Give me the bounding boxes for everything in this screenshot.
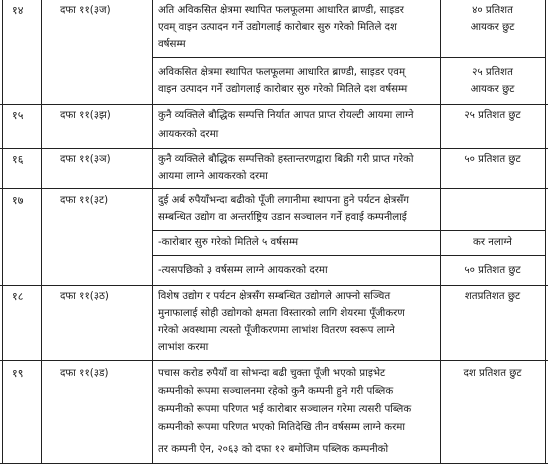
benefit-text: आयकर छुट — [470, 84, 515, 95]
serial-number: १६ — [12, 153, 24, 166]
section-ref: दफा ११(३ञ) — [60, 154, 111, 165]
benefit-text: ४० प्रतिशत — [472, 5, 513, 16]
benefit-text: २५ प्रतिशत — [472, 67, 513, 78]
description-line: मुनाफालाई सोही उद्योगको क्षमता विस्तारको लागि शेयरमा पूँजीकरण — [158, 308, 405, 319]
benefit-text: आयकर छुट — [470, 22, 515, 33]
description-line: तर कम्पनी ऐन, २०६३ को दफा १२ बमोजिम पब्लिक कम्पनीको — [158, 444, 389, 455]
serial-number: १४ — [12, 4, 24, 17]
section-ref: दफा ११(३ज) — [60, 5, 111, 16]
subrow-separator — [152, 230, 546, 231]
subrow-separator — [152, 57, 546, 58]
description-line: -कारोबार सुरु गरेको मितिले ५ वर्षसम्म — [158, 237, 299, 248]
row-separator — [0, 104, 548, 105]
description-line: कुनै व्यक्तिले बौद्धिक सम्पत्ति निर्यात आपत प्राप्त रोयल्टी आयमा लाग्ने — [158, 110, 414, 121]
description-line: सम्बन्धित उद्योग वा अन्तर्राष्ट्रिय उडान सञ्चालन गर्ने हवाई कम्पनीलाई — [158, 212, 407, 223]
description-line: -त्यसपछिको ३ वर्षसम्म लाग्ने आयकरको दरमा — [158, 265, 328, 276]
description-line: विशेष उद्योग र पर्यटन क्षेत्रसँग सम्बन्धित उद्योगले आफ्नो सञ्चित — [158, 291, 391, 302]
column-divider-sn — [41, 0, 42, 464]
description-line: पचास करोड रुपैयाँ वा सोभन्दा बढी चुक्ता पूँजी भएको प्राइभेट — [158, 368, 386, 379]
row-separator — [0, 285, 548, 286]
benefit-text: कर नलाग्ने — [473, 237, 512, 248]
description-line: वाइन उत्पादन गर्ने उद्योगलाई कारोबार सुरु गरेको मितिले दश वर्षसम्म — [158, 84, 408, 95]
serial-number: १७ — [12, 194, 24, 207]
table-border-left — [2, 0, 3, 464]
row-separator — [0, 148, 548, 149]
serial-number: १५ — [12, 109, 24, 122]
subrow-separator — [152, 255, 546, 256]
description-line: कम्पनीको रूपमा परिणत भएको मितिदेखि तीन वर्षसम्म लाग्ने करमा — [158, 422, 405, 433]
description-line: कम्पनीको रूपमा सञ्चालनमा रहेको कुनै कम्पनी हुने गरी पब्लिक — [158, 386, 394, 397]
benefit-text: ५० प्रतिशत छुट — [464, 265, 521, 276]
section-ref: दफा ११(३ड) — [60, 368, 109, 379]
description-line: कम्पनीको रूपमा परिणत भई कारोबार सञ्चालन गरेमा त्यसरी पब्लिक — [158, 404, 412, 415]
benefit-text: दश प्रतिशत छुट — [463, 368, 522, 379]
section-ref: दफा ११(३ठ) — [60, 291, 109, 302]
description-line: अविकसित क्षेत्रमा स्थापित फलफूलमा आधारित ब्राण्डी, साइडर एवम् — [158, 67, 406, 78]
row-separator — [0, 188, 548, 189]
description-line: एवम् वाइन उत्पादन गर्ने उद्योगलाई कारोबार सुरु गरेको मितिले दश — [158, 22, 397, 33]
description-line: लाभांश करमा — [158, 342, 209, 353]
description-line: आयमा लाग्ने आयकरको दरमा — [158, 171, 268, 182]
column-divider-section — [152, 0, 153, 464]
description-line: आयकरको दरमा — [158, 129, 219, 140]
description-line: वर्षसम्म — [158, 39, 186, 50]
serial-number: १८ — [12, 290, 24, 303]
row-separator — [0, 360, 548, 361]
description-line: गरेको अवस्थामा त्यस्तो पूँजीकरणमा लाभांश वितरण स्वरूप लाग्ने — [158, 325, 395, 336]
description-line: अति अविकसित क्षेत्रमा स्थापित फलफूलमा आधारित ब्राण्डी, साइडर — [158, 5, 404, 16]
section-ref: दफा ११(३झ) — [60, 110, 111, 121]
benefit-text: शतप्रतिशत छुट — [464, 291, 521, 302]
description-line: दुई अर्ब रुपैयाँभन्दा बढीको पूँजी लगानीमा स्थापना हुने पर्यटन क्षेत्रसँग — [158, 195, 409, 206]
description-line: कुनै व्यक्तिले बौद्धिक सम्पत्तिको हस्तान्तरणद्वारा बिक्री गरी प्राप्त गरेको — [158, 154, 414, 165]
benefit-text: २५ प्रतिशत छुट — [464, 110, 521, 121]
table-border-right — [545, 0, 546, 464]
benefit-text: ५० प्रतिशत छुट — [464, 154, 521, 165]
section-ref: दफा ११(३ट) — [60, 195, 109, 206]
serial-number: १९ — [12, 367, 24, 380]
